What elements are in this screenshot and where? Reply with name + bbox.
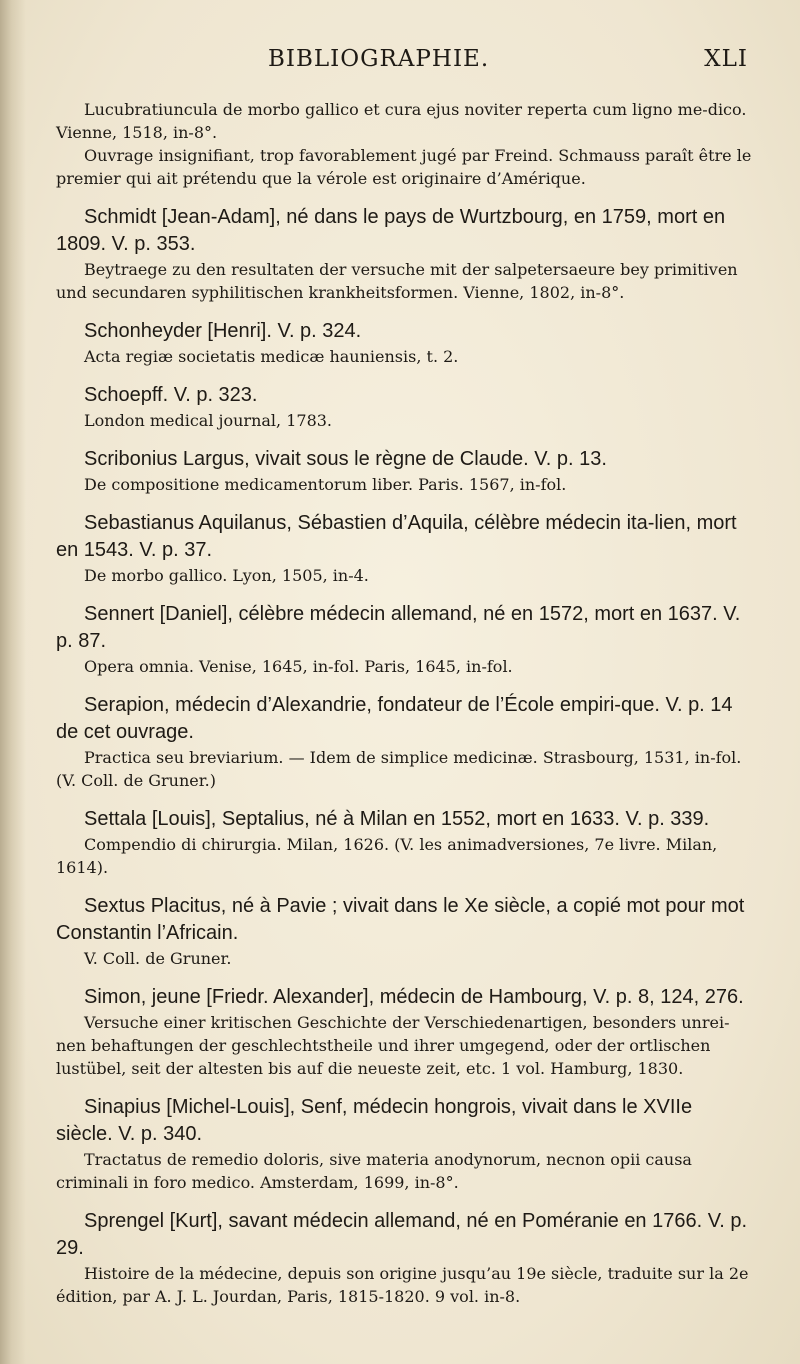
- bibliography-body: [56, 98, 752, 1322]
- page-gutter-shadow: [0, 0, 26, 1364]
- entry-note: Histoire de la médecine, depuis son origine jusqu’au 19e siècle, traduite sur la 2e édition, par A. J. L. Jourdan, Paris, 1815-1820. 9 vol. in-8.: [56, 1264, 749, 1306]
- bibliography-entry-sextus-placitus: [56, 893, 752, 970]
- bibliography-entry-schonheyder: [56, 318, 752, 368]
- bibliography-entry-lucubratiuncula: [56, 98, 752, 190]
- entry-note: De morbo gallico. Lyon, 1505, in-4.: [84, 566, 369, 585]
- entry-head: Sprengel [Kurt], savant médecin allemand, né en Poméranie en 1766. V. p. 29.: [56, 1210, 748, 1259]
- entry-note: Opera omnia. Venise, 1645, in-fol. Paris, 1645, in-fol.: [84, 657, 513, 676]
- entry-note: Lucubratiuncula de morbo gallico et cura ejus noviter reperta cum ligno me-dico. Vienne, 1518, in-8°.: [56, 100, 747, 142]
- entry-head: Sennert [Daniel], célèbre médecin allemand, né en 1572, mort en 1637. V. p. 87.: [56, 603, 741, 652]
- entry-head: Scribonius Largus, vivait sous le règne de Claude. V. p. 13.: [84, 448, 607, 470]
- entry-note: Versuche einer kritischen Geschichte der Verschiedenartigen, besonders unrei-nen behaftungen der geschlechtstheile und ihrer umgegend, oder der ortlischen lustübel, seit der altesten bis auf die neueste zeit, etc. 1 vol. Hamburg, 1830.: [56, 1013, 730, 1078]
- entry-note: London medical journal, 1783.: [84, 411, 333, 430]
- entry-note: Tractatus de remedio doloris, sive materia anodynorum, necnon opii causa criminali in foro medico. Amsterdam, 1699, in-8°.: [56, 1150, 692, 1192]
- entry-note: V. Coll. de Gruner.: [84, 949, 232, 968]
- bibliography-entry-schmidt: [56, 204, 752, 304]
- bibliography-entry-scribonius: [56, 446, 752, 496]
- entry-note: Beytraege zu den resultaten der versuche mit der salpetersaeure bey primitiven und secundaren syphilitischen krankheitsformen. Vienne, 1802, in-8°.: [56, 260, 738, 302]
- bibliography-entry-schoepff: [56, 382, 752, 432]
- entry-note: Acta regiæ societatis medicæ hauniensis, t. 2.: [84, 347, 459, 366]
- entry-note: Compendio di chirurgia. Milan, 1626. (V. les animadversiones, 7e livre. Milan, 1614).: [56, 835, 718, 877]
- entry-head: Sextus Placitus, né à Pavie ; vivait dans le Xe siècle, a copié mot pour mot Constantin l’Africain.: [56, 895, 745, 944]
- entry-note: De compositione medicamentorum liber. Paris. 1567, in-fol.: [84, 475, 567, 494]
- entry-head: Schoepff. V. p. 323.: [84, 384, 258, 406]
- entry-head: Schonheyder [Henri]. V. p. 324.: [84, 320, 362, 342]
- bibliography-entry-sprengel: [56, 1208, 752, 1308]
- entry-head: Sinapius [Michel-Louis], Senf, médecin hongrois, vivait dans le XVIIe siècle. V. p. 340.: [56, 1096, 693, 1145]
- bibliography-entry-sebastianus: [56, 510, 752, 587]
- entry-note: Ouvrage insignifiant, trop favorablement jugé par Freind. Schmauss paraît être le premier qui ait prétendu que la vérole est originaire d’Amérique.: [56, 146, 752, 188]
- bibliography-entry-serapion: [56, 692, 752, 792]
- page-number: XLI: [704, 46, 748, 72]
- bibliography-entry-simon: [56, 984, 752, 1080]
- entry-head: Simon, jeune [Friedr. Alexander], médecin de Hambourg, V. p. 8, 124, 276.: [84, 986, 744, 1008]
- entry-head: Sebastianus Aquilanus, Sébastien d’Aquila, célèbre médecin ita-lien, mort en 1543. V. p. 37.: [56, 512, 737, 561]
- entry-head: Serapion, médecin d’Alexandrie, fondateur de l’École empiri-que. V. p. 14 de cet ouvrage.: [56, 694, 733, 743]
- bibliography-entry-settala: [56, 806, 752, 879]
- running-head: [0, 46, 800, 76]
- entry-head: Settala [Louis], Septalius, né à Milan en 1552, mort en 1633. V. p. 339.: [84, 808, 710, 830]
- bibliography-entry-sennert: [56, 601, 752, 678]
- header-title: BIBLIOGRAPHIE.: [268, 46, 490, 72]
- entry-note: Practica seu breviarium. — Idem de simplice medicinæ. Strasbourg, 1531, in-fol. (V. Coll. de Gruner.): [56, 748, 742, 790]
- entry-head: Schmidt [Jean-Adam], né dans le pays de Wurtzbourg, en 1759, mort en 1809. V. p. 353.: [56, 206, 726, 255]
- bibliography-entry-sinapius: [56, 1094, 752, 1194]
